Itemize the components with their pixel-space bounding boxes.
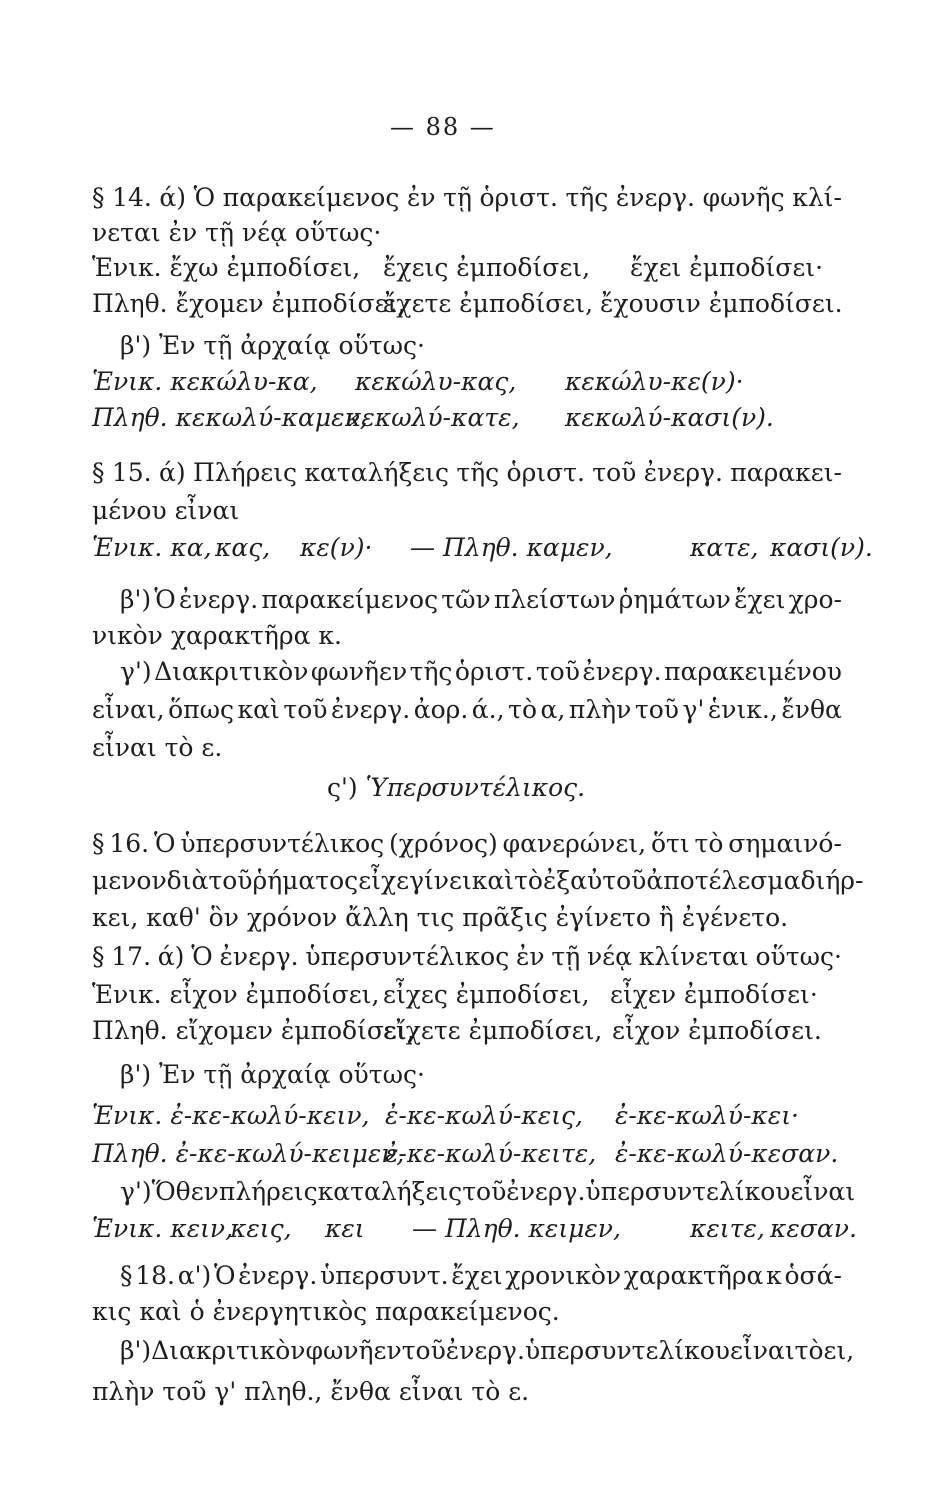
cell: εἶχες ἐμποδίσει,	[383, 980, 590, 1009]
word: ἐνεργ.	[643, 458, 723, 487]
paragraph-15a-line-2: μένου εἶναι	[92, 496, 240, 525]
word: 16.	[109, 829, 150, 858]
cell: κεκωλύ-κασι(ν).	[565, 403, 774, 432]
cell: ἔχει ἐμποδίσει·	[630, 253, 824, 282]
conjugation-row-plur-modern-perfect	[0, 289, 950, 319]
cell: — Πληθ. κειμεν,	[412, 1214, 621, 1243]
word: Διακριτικὸν	[151, 1336, 306, 1365]
word: τὸ	[514, 866, 543, 895]
word: γ')	[120, 657, 152, 686]
word: ἐνεργ.	[178, 585, 259, 614]
cell: ἔχεις ἐμποδίσει,	[383, 253, 591, 282]
cell: Πληθ. ἐ-κε-κωλύ-κειμεν,	[92, 1139, 405, 1168]
word: τῇ	[551, 942, 581, 971]
word: καὶ	[471, 866, 515, 895]
cell: εἶχεν ἐμποδίσει·	[610, 980, 818, 1009]
word: εἶναι,	[92, 695, 165, 724]
word: ὑπερσυντελίκου	[585, 1177, 791, 1206]
paragraph-17b: β') Ἐν τῇ ἀρχαίᾳ οὕτως·	[120, 1060, 425, 1089]
paragraph-14a-line-2: νεται ἐν τῇ νέᾳ οὕτως·	[92, 218, 382, 247]
word: §	[92, 942, 105, 971]
paragraph-15c-line-1	[120, 657, 842, 687]
word: καταλήξεις	[317, 1177, 463, 1206]
cell: Πληθ. κεκωλύ-καμεν,	[92, 403, 368, 432]
word: τῇ	[443, 183, 472, 212]
word: ὁσά-	[784, 1261, 842, 1290]
word: τοῦ	[208, 866, 253, 895]
word: ὅπως	[168, 695, 234, 724]
word: ἐν	[516, 942, 545, 971]
conjugation-row-sing-modern-pluperfect	[0, 980, 950, 1010]
word: ἐνεργ.	[615, 183, 695, 212]
word: Ὁ	[213, 1261, 236, 1290]
word: χαρακτῆρα	[623, 1261, 764, 1290]
word: ῥημάτων	[618, 585, 731, 614]
word: αὐτοῦ	[570, 866, 647, 895]
word: Ὁ	[191, 942, 213, 971]
cell: Ἑνικ. εἶχον ἐμποδίσει,	[92, 980, 380, 1009]
cell: ἐ-κε-κωλύ-κεσαν.	[615, 1139, 839, 1168]
word: ἀορ.	[413, 695, 469, 724]
paragraph-15b-line-2: νικὸν χαρακτῆρα κ.	[92, 621, 342, 650]
word: ἀποτέλεσμα	[646, 866, 801, 895]
word: ἐνεργ.	[445, 1336, 525, 1365]
word: 15.	[111, 458, 152, 487]
cell: κεκώλυ-κε(ν)·	[565, 367, 744, 396]
word: τοῦ	[283, 695, 328, 724]
cell: ἔχουσιν ἐμποδίσει.	[600, 289, 843, 318]
page-number: — 88 —	[390, 113, 496, 141]
word: παρακείμενος	[261, 585, 439, 614]
cell: κεις,	[230, 1214, 292, 1243]
word: γ'	[682, 695, 705, 724]
cell: Πληθ. εἴχομεν ἐμποδίσει,	[92, 1016, 415, 1045]
word: ά)	[157, 942, 185, 971]
paragraph-18b-line-2: πλὴν τοῦ γ' πληθ., ἔνθα εἶναι τὸ ε.	[92, 1377, 530, 1406]
word: §	[120, 1261, 133, 1290]
word: φωνῆς	[702, 183, 785, 212]
word: πλήρεις	[218, 1177, 318, 1206]
word: ά)	[159, 183, 187, 212]
section-heading-pluperfect	[327, 773, 585, 803]
word: ῥήματος	[252, 866, 359, 895]
word: τῆς	[456, 458, 500, 487]
word: τὸ	[694, 829, 724, 858]
word: Ὅθεν	[151, 1177, 219, 1206]
cell: ἐ-κε-κωλύ-κεις,	[385, 1101, 583, 1130]
heading-number: ς')	[327, 773, 366, 802]
cell: Ἑνικ. ἔχω ἐμποδίσει,	[92, 253, 361, 282]
cell: κει	[325, 1214, 365, 1243]
paragraph-14b: β') Ἐν τῇ ἀρχαίᾳ οὕτως·	[120, 331, 425, 360]
word: εἶναι	[790, 1177, 856, 1206]
word: ἐνεργ.	[331, 695, 411, 724]
word: §	[92, 458, 105, 487]
word: ἐνεργ.	[506, 1177, 586, 1206]
conjugation-row-sing-ancient-pluperfect	[0, 1101, 950, 1131]
word: παρακει-	[730, 458, 842, 487]
conjugation-row-plur-ancient-pluperfect	[0, 1139, 950, 1169]
word: ὁριστ.	[479, 183, 558, 212]
paragraph-16-line-1	[92, 829, 842, 859]
word: κλί-	[792, 183, 842, 212]
cell: κας,	[215, 533, 271, 562]
word: τῆς	[565, 183, 609, 212]
word: ἔχει	[734, 585, 786, 614]
word: 18.	[135, 1261, 175, 1290]
cell: κε(ν)·	[300, 533, 373, 562]
word: καταλήξεις	[304, 458, 449, 487]
word: καὶ	[237, 695, 280, 724]
word: εἶναι	[729, 1336, 795, 1365]
word: ἐνεργ.	[238, 1261, 318, 1290]
word: ἐν	[406, 183, 436, 212]
word: γίνει	[409, 866, 472, 895]
paragraph-16-line-3: κει, καθ' ὃν χρόνον ἄλλη τις πρᾶξις ἐγίνετο ἢ ἐγένετο.	[92, 903, 789, 932]
paragraph-14a-line-1	[92, 183, 842, 213]
endings-row-pluperfect	[0, 1214, 950, 1244]
word: τοῦ	[462, 1177, 507, 1206]
word: Διακριτικὸν	[154, 657, 309, 686]
paragraph-15a-line-1	[92, 458, 842, 488]
word: εἶχε	[358, 866, 410, 895]
word: παρακείμενος	[222, 183, 400, 212]
cell: Ἑνικ. κα,	[92, 533, 212, 562]
word: τοῦ	[634, 695, 679, 724]
paragraph-15c-line-3: εἶναι τὸ ε.	[92, 733, 223, 762]
cell: ἐ-κε-κωλύ-κει·	[615, 1101, 799, 1130]
cell: κεσαν.	[770, 1214, 857, 1243]
word: β')	[120, 1336, 152, 1365]
word: α')	[177, 1261, 212, 1290]
word: ἐνεργ.	[582, 657, 662, 686]
word: ὁριστ.	[506, 458, 585, 487]
paragraph-18a-line-1	[120, 1261, 842, 1291]
word: φωνῆεν	[310, 657, 408, 686]
word: §	[92, 183, 105, 212]
word: τοῦ	[535, 657, 580, 686]
word: ἐνεργ.	[219, 942, 299, 971]
word: πλείστων	[493, 585, 616, 614]
word: φωνῆεν	[305, 1336, 402, 1365]
word: Ὁ	[193, 183, 216, 212]
word: ἔχει	[451, 1261, 503, 1290]
word: ἐξ	[542, 866, 571, 895]
word: νέᾳ	[586, 942, 633, 971]
word: ἔνθα	[781, 695, 842, 724]
word: τὸ	[508, 695, 537, 724]
word: ὑπερσυντ.	[320, 1261, 449, 1290]
cell: ἐ-κε-κωλύ-κειτε,	[385, 1139, 597, 1168]
paragraph-16-line-2	[92, 866, 864, 896]
cell: Πληθ. ἔχομεν ἐμποδίσει,	[92, 289, 406, 318]
word: τὸ	[794, 1336, 824, 1365]
paragraph-18a-line-2: κις καὶ ὁ ἐνεργητικὸς παρακείμενος.	[92, 1297, 560, 1326]
cell: εἶχον ἐμποδίσει.	[612, 1016, 822, 1045]
cell: κειτε,	[690, 1214, 765, 1243]
word: τῆς	[409, 657, 453, 686]
word: μενον	[92, 866, 167, 895]
word: φανερώνει,	[502, 829, 647, 858]
cell: εἴχετε ἐμποδίσει,	[383, 1016, 603, 1045]
word: β')	[120, 585, 152, 614]
word: α,	[540, 695, 566, 724]
word: διὰ	[166, 866, 209, 895]
cell: κεκωλύ-κατε,	[345, 403, 520, 432]
word: γ')	[120, 1177, 152, 1206]
word: χρο-	[788, 585, 842, 614]
word: ὑπερσυντελίκου	[524, 1336, 730, 1365]
conjugation-row-plur-modern-pluperfect	[0, 1016, 950, 1046]
cell: ἔχετε ἐμποδίσει,	[383, 289, 594, 318]
conjugation-row-sing-modern-perfect	[0, 253, 950, 283]
endings-row-perfect	[0, 533, 950, 563]
word: πλὴν	[568, 695, 632, 724]
word: ὑπερσυντέλικος	[305, 942, 510, 971]
word: §	[92, 829, 105, 858]
word: Ὁ	[153, 829, 176, 858]
cell: κατε,	[690, 533, 759, 562]
word: τοῦ	[401, 1336, 446, 1365]
word: τῶν	[441, 585, 491, 614]
word: ει,	[823, 1336, 855, 1365]
word: σημαινό-	[728, 829, 842, 858]
conjugation-row-sing-ancient-perfect	[0, 367, 950, 397]
cell: κεκώλυ-κας,	[355, 367, 517, 396]
paragraph-15c-line-2	[92, 695, 842, 725]
word: ὁριστ.	[454, 657, 534, 686]
word: οὕτως·	[755, 942, 842, 971]
word: χρονικὸν	[505, 1261, 622, 1290]
paragraph-18b-line-1	[120, 1336, 855, 1366]
word: τοῦ	[592, 458, 637, 487]
paragraph-17c	[120, 1177, 856, 1207]
paragraph-17a	[92, 942, 842, 972]
word: 17.	[111, 942, 152, 971]
heading-title: Ὑπερσυντέλικος.	[365, 773, 586, 802]
word: διήρ-	[800, 866, 864, 895]
word: ἑνικ.,	[707, 695, 778, 724]
conjugation-row-plur-ancient-perfect	[0, 403, 950, 433]
word: κ	[766, 1261, 782, 1290]
word: 14.	[112, 183, 152, 212]
word: παρακειμένου	[664, 657, 842, 686]
cell: — Πληθ. καμεν,	[410, 533, 613, 562]
word: ὅτι	[650, 829, 690, 858]
word: Ὁ	[154, 585, 176, 614]
word: Πλήρεις	[192, 458, 298, 487]
cell: Ἑνικ. ἐ-κε-κωλύ-κειν,	[92, 1101, 370, 1130]
cell: Ἑνικ. κειν,	[92, 1214, 234, 1243]
cell: Ἑνικ. κεκώλυ-κα,	[92, 367, 318, 396]
word: ά.,	[471, 695, 505, 724]
word: ὑπερσυντέλικος	[180, 829, 385, 858]
word: κλίνεται	[638, 942, 749, 971]
paragraph-15b-line-1	[120, 585, 842, 615]
word: ά)	[158, 458, 186, 487]
word: (χρόνος)	[389, 829, 498, 858]
cell: κασι(ν).	[770, 533, 873, 562]
